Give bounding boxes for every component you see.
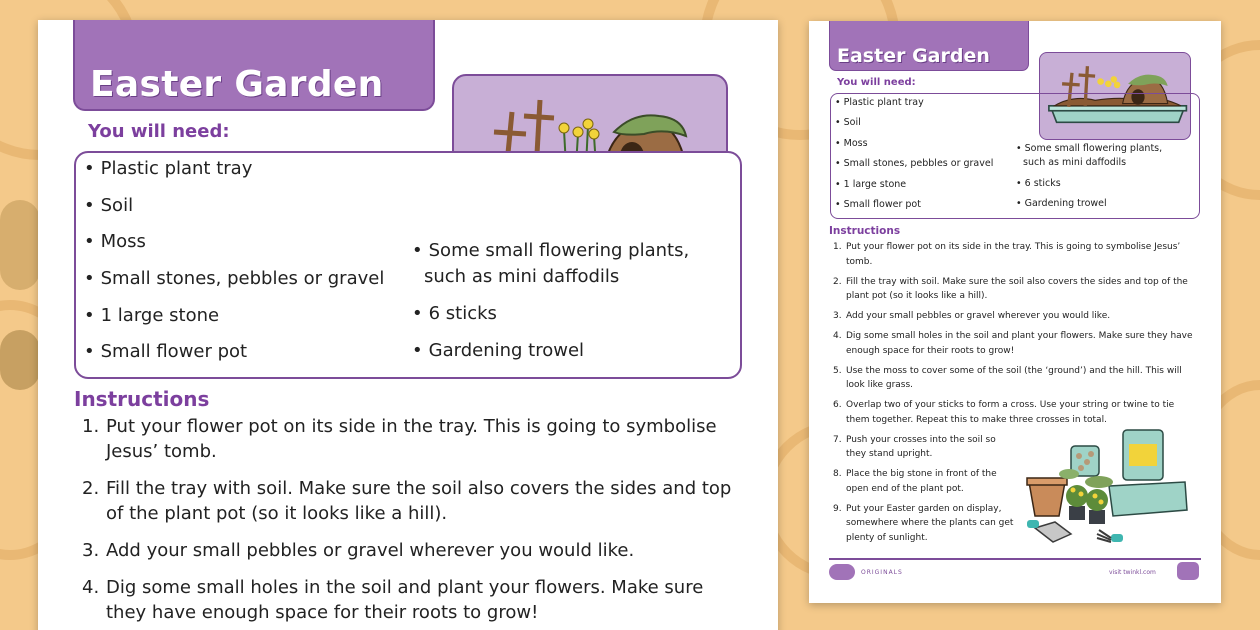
instruction-step: 6. Overlap two of your sticks to form a cross. Use your string or twine to tie them together. Repeat this to make three crosses in total. xyxy=(833,400,1175,425)
preview-instructions-heading: Instructions xyxy=(829,225,901,237)
list-item: • Moss xyxy=(835,137,868,149)
instruction-step: 2. Fill the tray with soil. Make sure the soil also covers the sides and top of the plant pot (so it looks like a hill). xyxy=(82,478,732,524)
footer-divider xyxy=(829,558,1201,560)
list-item: • 1 large stone xyxy=(835,178,907,190)
supplies-illustration xyxy=(1025,424,1195,554)
instruction-step: 3. Add your small pebbles or gravel wherever you would like. xyxy=(833,311,1111,321)
preview-materials-col2 xyxy=(1016,142,1162,218)
twinkl-logo xyxy=(829,564,855,580)
instruction-step: 1. Put your flower pot on its side in the tray. This is going to symbolise Jesus’ tomb. xyxy=(833,242,1181,267)
list-item: • Plastic plant tray xyxy=(835,97,924,108)
page-title: Easter Garden xyxy=(90,64,384,105)
list-item: • Small flower pot xyxy=(84,341,248,363)
footer-brand: ORIGINALS xyxy=(861,569,903,576)
list-item: • Gardening trowel xyxy=(1016,198,1107,210)
list-item: • Small stones, pebbles or gravel xyxy=(84,268,385,290)
list-item: • Small flower pot xyxy=(835,198,921,210)
instruction-step: 5. Use the moss to cover some of the soil (the ‘ground’) and the hill. This will look like grass. xyxy=(833,365,1182,390)
main-worksheet-page xyxy=(38,20,778,630)
instruction-step: 7. Push your crosses into the soil so they stand upright. xyxy=(833,434,996,459)
instruction-step: 4. Dig some small holes in the soil and plant your flowers. Make sure they have enough space for their roots to grow! xyxy=(833,331,1193,356)
list-item: • Plastic plant tray xyxy=(84,158,253,179)
preview-materials-col1 xyxy=(835,96,993,218)
instructions-list xyxy=(82,414,742,630)
list-item: • Moss xyxy=(84,231,146,253)
list-item: • Small stones, pebbles or gravel xyxy=(835,158,994,170)
materials-list-col2 xyxy=(412,238,689,374)
list-item: • 6 sticks xyxy=(1016,178,1061,189)
instruction-step: 2. Fill the tray with soil. Make sure the soil also covers the sides and top of the plant pot (so it looks like a hill). xyxy=(833,276,1188,301)
instructions-heading: Instructions xyxy=(74,387,210,411)
instruction-step: 1. Put your flower pot on its side in the tray. This is going to symbolise Jesus’ tomb. xyxy=(82,416,717,462)
preview-worksheet-page xyxy=(809,21,1221,603)
list-item: • Soil xyxy=(835,117,861,129)
instruction-step: 9. Put your Easter garden on display, somewhere where the plants can get plenty of sunlight. xyxy=(833,503,1014,543)
preview-title: Easter Garden xyxy=(837,45,990,67)
list-item: • 6 sticks xyxy=(412,303,497,324)
instruction-step: 8. Place the big stone in front of the open end of the plant pot. xyxy=(833,469,997,494)
list-item: • Some small flowering plants, such as mini daffodils xyxy=(1016,143,1163,168)
list-item: • Gardening trowel xyxy=(412,339,585,361)
instruction-step: 3. Add your small pebbles or gravel wherever you would like. xyxy=(82,540,635,561)
list-item: • Some small flowering plants, such as mini daffodils xyxy=(412,240,690,287)
twinkl-badge-icon xyxy=(1177,562,1199,580)
list-item: • Soil xyxy=(84,194,134,216)
footer-url: visit twinkl.com xyxy=(1109,569,1156,576)
instruction-step: 4. Dig some small holes in the soil and plant your flowers. Make sure they have enough space for their roots to grow! xyxy=(82,577,704,623)
materials-list-col1 xyxy=(84,156,384,376)
you-will-need-heading: You will need: xyxy=(88,121,230,142)
preview-you-will-need: You will need: xyxy=(837,77,916,88)
list-item: • 1 large stone xyxy=(84,304,220,326)
